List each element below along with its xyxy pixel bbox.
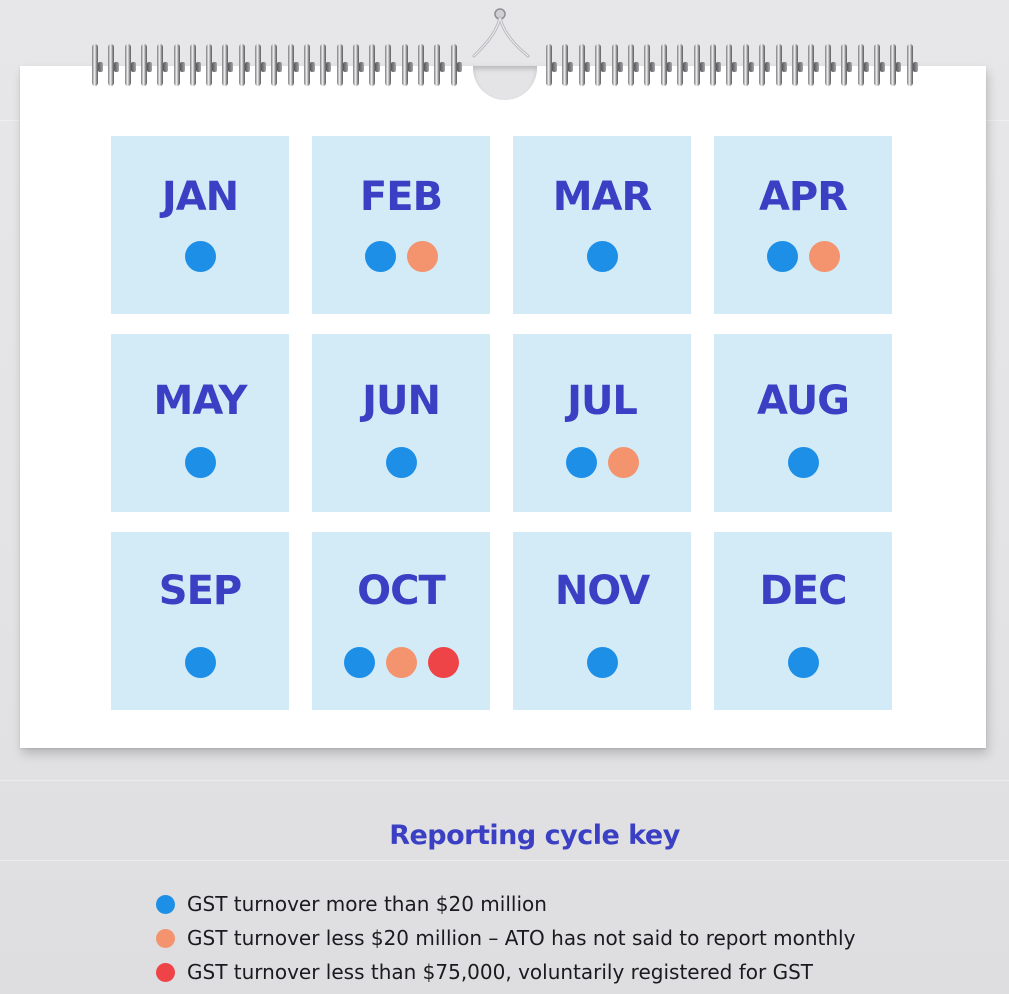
month-cell-jan [111,136,289,314]
blue-dot-icon [185,647,216,678]
blue-dot-icon [587,241,618,272]
spiral-ring [726,44,732,86]
spiral-ring [418,44,424,86]
spiral-ring [222,44,228,86]
month-cell-mar [513,136,691,314]
month-cell-may [111,334,289,512]
reporting-dots [714,241,892,272]
blue-dot-icon [788,647,819,678]
month-label: DEC [759,568,847,614]
month-cell-feb [312,136,490,314]
month-label: JUN [362,378,440,424]
month-cell-dec [714,532,892,710]
month-grid [111,136,893,711]
spiral-ring [288,44,294,86]
spiral-ring [858,44,864,86]
spiral-ring [776,44,782,86]
legend-title: Reporting cycle key [389,820,680,851]
spiral-ring [434,44,440,86]
month-cell-jul [513,334,691,512]
orange-dot-icon [386,647,417,678]
month-label: OCT [357,568,445,614]
month-label: AUG [756,378,850,424]
orange-dot-icon [407,241,438,272]
month-label: NOV [554,568,650,614]
spiral-ring [353,44,359,86]
spiral-ring [759,44,765,86]
month-label: FEB [359,174,443,220]
reporting-dots [111,447,289,478]
legend-label: GST turnover more than $20 million [187,892,547,916]
wall-texture-line [0,860,1009,861]
orange-dot-icon [608,447,639,478]
spiral-ring [841,44,847,86]
spiral-ring [694,44,700,86]
blue-dot-icon [767,241,798,272]
reporting-dots [513,647,691,678]
spiral-ring [661,44,667,86]
wall-texture-line [0,780,1009,781]
spiral-ring [239,44,245,86]
legend-item [156,955,855,989]
blue-dot-icon [566,447,597,478]
month-cell-nov [513,532,691,710]
blue-dot-icon [185,447,216,478]
spiral-ring [206,44,212,86]
month-label: MAR [552,174,652,220]
spiral-ring [628,44,634,86]
spiral-ring [271,44,277,86]
spiral-ring [451,44,457,86]
reporting-dots [714,447,892,478]
month-label: JAN [161,174,239,220]
spiral-ring [907,44,913,86]
reporting-dots [312,647,490,678]
legend-item [156,921,855,955]
spiral-ring [304,44,310,86]
spiral-ring [595,44,601,86]
wall-hook-icon [470,4,560,74]
orange-dot-icon [156,929,175,948]
reporting-dots [111,241,289,272]
spiral-ring [579,44,585,86]
legend-item [156,887,855,921]
spiral-ring [92,44,98,86]
reporting-dots [111,647,289,678]
spiral-ring [141,44,147,86]
red-dot-icon [156,963,175,982]
spiral-ring [190,44,196,86]
legend [156,887,855,989]
spiral-ring [174,44,180,86]
spiral-ring [792,44,798,86]
reporting-dots [513,447,691,478]
spiral-ring [710,44,716,86]
month-cell-apr [714,136,892,314]
spiral-ring [825,44,831,86]
blue-dot-icon [156,895,175,914]
spiral-ring [255,44,261,86]
legend-label: GST turnover less than $75,000, voluntarily registered for GST [187,960,813,984]
legend-label: GST turnover less $20 million – ATO has not said to report monthly [187,926,856,950]
spiral-ring [808,44,814,86]
spiral-ring [677,44,683,86]
spiral-ring [743,44,749,86]
month-label: MAY [153,378,247,424]
spiral-ring [874,44,880,86]
spiral-ring [320,44,326,86]
month-cell-oct [312,532,490,710]
spiral-ring [385,44,391,86]
month-cell-jun [312,334,490,512]
spiral-ring [337,44,343,86]
spiral-binding-left [92,44,462,86]
reporting-dots [714,647,892,678]
reporting-dots [513,241,691,272]
month-label: JUL [567,378,637,424]
reporting-dots [312,241,490,272]
blue-dot-icon [788,447,819,478]
blue-dot-icon [587,647,618,678]
spiral-binding-right [546,44,918,86]
month-label: APR [758,174,848,220]
spiral-ring [612,44,618,86]
spiral-ring [402,44,408,86]
spiral-ring [890,44,896,86]
spiral-ring [644,44,650,86]
orange-dot-icon [809,241,840,272]
blue-dot-icon [386,447,417,478]
spiral-ring [108,44,114,86]
reporting-dots [312,447,490,478]
red-dot-icon [428,647,459,678]
spiral-ring [369,44,375,86]
spiral-ring [562,44,568,86]
spiral-ring [157,44,163,86]
blue-dot-icon [185,241,216,272]
month-cell-sep [111,532,289,710]
month-cell-aug [714,334,892,512]
month-label: SEP [158,568,242,614]
spiral-ring [125,44,131,86]
blue-dot-icon [344,647,375,678]
blue-dot-icon [365,241,396,272]
